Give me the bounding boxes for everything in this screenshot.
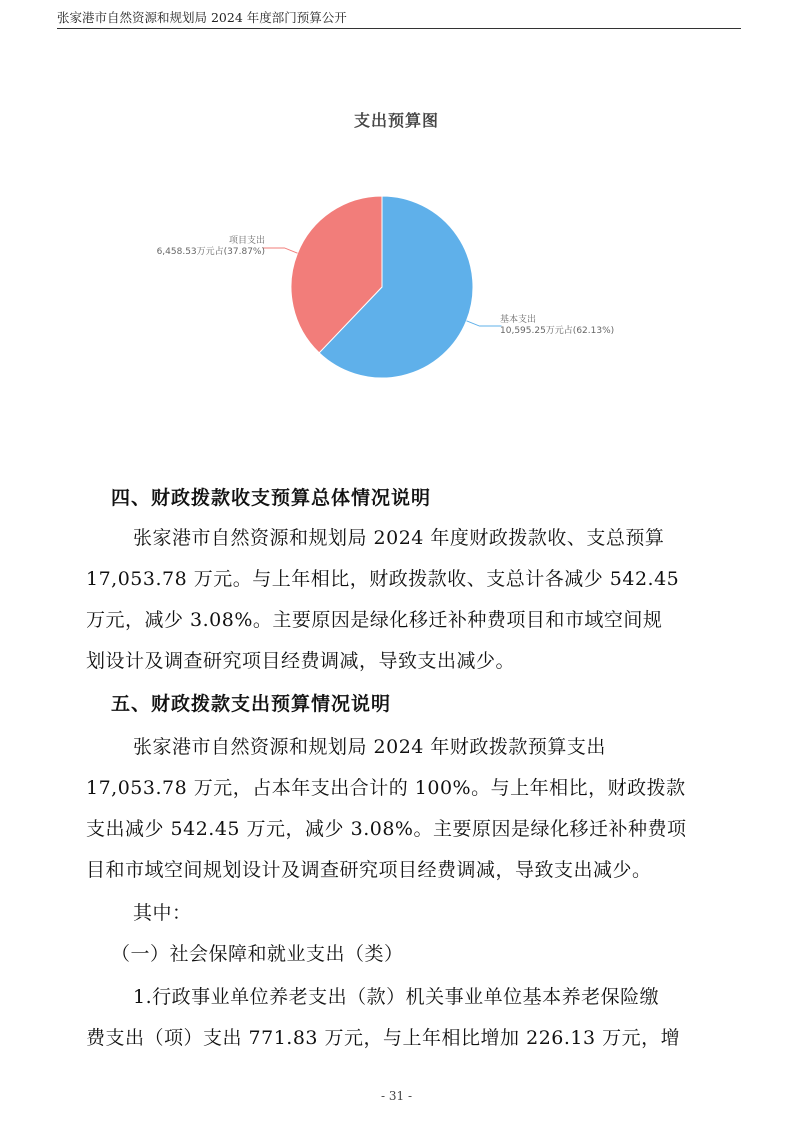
pie-label-basic-name: 基本支出 <box>500 315 537 325</box>
pie-leader-basic <box>466 321 501 326</box>
pie-label-basic-value: 10,595.25万元占(62.13%) <box>500 326 615 336</box>
section4-line-2: 17,053.78 万元。与上年相比，财政拨款收、支总计各减少 542.45 <box>86 568 680 590</box>
pie-chart <box>0 0 793 420</box>
section5-line-1: 张家港市自然资源和规划局 2024 年财政拨款预算支出 <box>133 736 606 758</box>
pie-label-project-value: 6,458.53万元占(37.87%) <box>156 247 265 257</box>
section5-line-3: 支出减少 542.45 万元，减少 3.08%。主要原因是绿化移迁补种费项 <box>86 818 687 840</box>
section4-line-3: 万元，减少 3.08%。主要原因是绿化移迁补种费项目和市域空间规 <box>86 609 663 631</box>
page-number: - 31 - <box>380 1089 412 1103</box>
section5-line-4: 目和市域空间规划设计及调查研究项目经费调减，导致支出减少。 <box>86 859 652 881</box>
section4-heading: 四、财政拨款收支预算总体情况说明 <box>111 487 432 509</box>
section5-category: （一）社会保障和就业支出（类） <box>111 943 404 965</box>
pie-leader-project <box>263 248 298 253</box>
page-header: 张家港市自然资源和规划局 2024 年度部门预算公开 <box>57 10 347 25</box>
chart-title: 支出预算图 <box>353 111 439 130</box>
section4-line-4: 划设计及调查研究项目经费调减，导致支出减少。 <box>86 650 516 672</box>
section5-item-line-1: 1.行政事业单位养老支出（款）机关事业单位基本养老保险缴 <box>133 986 660 1008</box>
pie-label-project-name: 项目支出 <box>228 236 265 246</box>
section5-line-2: 17,053.78 万元，占本年支出合计的 100%。与上年相比，财政拨款 <box>86 777 686 799</box>
section4-line-1: 张家港市自然资源和规划局 2024 年度财政拨款收、支总预算 <box>133 527 665 549</box>
section5-item-line-2: 费支出（项）支出 771.83 万元，与上年相比增加 226.13 万元，增 <box>86 1027 681 1049</box>
section5-among: 其中： <box>133 902 192 924</box>
section5-heading: 五、财政拨款支出预算情况说明 <box>111 693 392 715</box>
